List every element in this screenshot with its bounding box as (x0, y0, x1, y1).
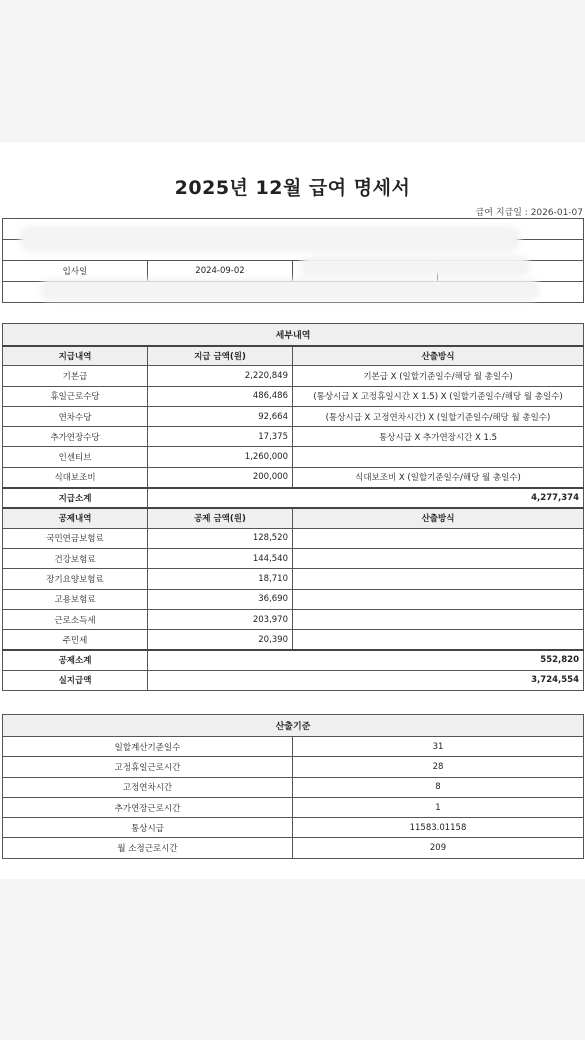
basis-label: 고정휴일근로시간 (3, 757, 293, 777)
hire-date-value: 2024-09-02 (148, 261, 293, 282)
pay-item-name: 연차수당 (3, 406, 148, 426)
deduction-row (3, 589, 584, 609)
deduction-header-amount: 공제 금액(원) (148, 508, 293, 528)
deduction-header-item: 공제내역 (3, 508, 148, 528)
deduction-item-method (293, 528, 584, 548)
basis-row (3, 838, 584, 858)
deduction-total-row (3, 650, 584, 670)
basis-row (3, 797, 584, 817)
deduction-item-name: 장기요양보험료 (3, 569, 148, 589)
deduction-row (3, 548, 584, 568)
pay-header-item: 지급내역 (3, 346, 148, 366)
basis-label: 추가연장근로시간 (3, 797, 293, 817)
pay-item-name: 인센티브 (3, 447, 148, 467)
basis-value: 1 (293, 797, 584, 817)
pay-row (3, 366, 584, 386)
pay-row (3, 447, 584, 467)
deduction-item-method (293, 548, 584, 568)
basis-value: 209 (293, 838, 584, 858)
pay-item-method (293, 447, 584, 467)
basis-label: 일할계산기준일수 (3, 737, 293, 757)
basis-value: 28 (293, 757, 584, 777)
deduction-row (3, 528, 584, 548)
deduction-item-method (293, 569, 584, 589)
detail-table (2, 323, 584, 691)
deduction-item-amount: 36,690 (148, 589, 293, 609)
basis-row (3, 818, 584, 838)
pay-item-name: 기본급 (3, 366, 148, 386)
deduction-item-name: 근로소득세 (3, 609, 148, 629)
hire-date-label: 입사일 (3, 261, 148, 282)
pay-item-method: (통상시급 X 고정연차시간) X (일할기준일수/해당 월 총일수) (293, 406, 584, 426)
basis-row (3, 737, 584, 757)
pay-row (3, 467, 584, 487)
pay-item-amount: 2,220,849 (148, 366, 293, 386)
pay-header-method: 산출방식 (293, 346, 584, 366)
pay-item-amount: 1,260,000 (148, 447, 293, 467)
pay-item-name: 휴일근로수당 (3, 386, 148, 406)
net-pay-value: 3,724,554 (148, 670, 584, 690)
deduction-item-name: 국민연금보험료 (3, 528, 148, 548)
deduction-row (3, 609, 584, 629)
pay-row (3, 406, 584, 426)
pay-item-amount: 92,664 (148, 406, 293, 426)
deduction-item-amount: 144,540 (148, 548, 293, 568)
redaction-mark (40, 279, 540, 301)
deduction-row (3, 569, 584, 589)
deduction-total-label: 공제소계 (3, 650, 148, 670)
pay-item-method: 통상시급 X 추가연장시간 X 1.5 (293, 427, 584, 447)
pay-item-amount: 17,375 (148, 427, 293, 447)
deduction-item-name: 주민세 (3, 630, 148, 650)
pay-item-amount: 486,486 (148, 386, 293, 406)
deduction-item-method (293, 630, 584, 650)
basis-value: 31 (293, 737, 584, 757)
deduction-item-amount: 20,390 (148, 630, 293, 650)
deduction-item-method (293, 609, 584, 629)
deduction-item-amount: 18,710 (148, 569, 293, 589)
pay-item-method: (통상시급 X 고정휴일시간 X 1.5) X (일할기준일수/해당 월 총일수) (293, 386, 584, 406)
basis-row (3, 757, 584, 777)
deduction-item-amount: 203,970 (148, 609, 293, 629)
deduction-item-method (293, 589, 584, 609)
pay-item-method: 기본급 X (일할기준일수/해당 월 총일수) (293, 366, 584, 386)
pay-item-method: 식대보조비 X (일할기준일수/해당 월 총일수) (293, 467, 584, 487)
deduction-item-amount: 128,520 (148, 528, 293, 548)
redaction-mark (20, 226, 520, 252)
basis-label: 통상시급 (3, 818, 293, 838)
pay-item-amount: 200,000 (148, 467, 293, 487)
detail-section-title: 세부내역 (3, 324, 584, 346)
deduction-total-value: 552,820 (148, 650, 584, 670)
deduction-item-name: 건강보험료 (3, 548, 148, 568)
pay-item-name: 식대보조비 (3, 467, 148, 487)
pay-row (3, 386, 584, 406)
basis-label: 월 소정근로시간 (3, 838, 293, 858)
net-pay-label: 실지급액 (3, 670, 148, 690)
redaction-mark (300, 256, 530, 276)
basis-value: 8 (293, 777, 584, 797)
pay-date: 급여 지급일 : 2026-01-07 (475, 208, 583, 218)
net-pay-row (3, 670, 584, 690)
basis-value: 11583.01158 (293, 818, 584, 838)
pay-total-label: 지급소계 (3, 488, 148, 508)
basis-table (2, 714, 584, 859)
deduction-header-method: 산출방식 (293, 508, 584, 528)
basis-row (3, 777, 584, 797)
deduction-item-name: 고용보험료 (3, 589, 148, 609)
basis-section-title: 산출기준 (3, 715, 584, 737)
pay-total-row (3, 488, 584, 508)
basis-label: 고정연차시간 (3, 777, 293, 797)
pay-row (3, 427, 584, 447)
deduction-row (3, 630, 584, 650)
document-title: 2025년 12월 급여 명세서 (174, 177, 411, 199)
pay-total-value: 4,277,374 (148, 488, 584, 508)
pay-header-amount: 지급 금액(원) (148, 346, 293, 366)
pay-item-name: 추가연장수당 (3, 427, 148, 447)
